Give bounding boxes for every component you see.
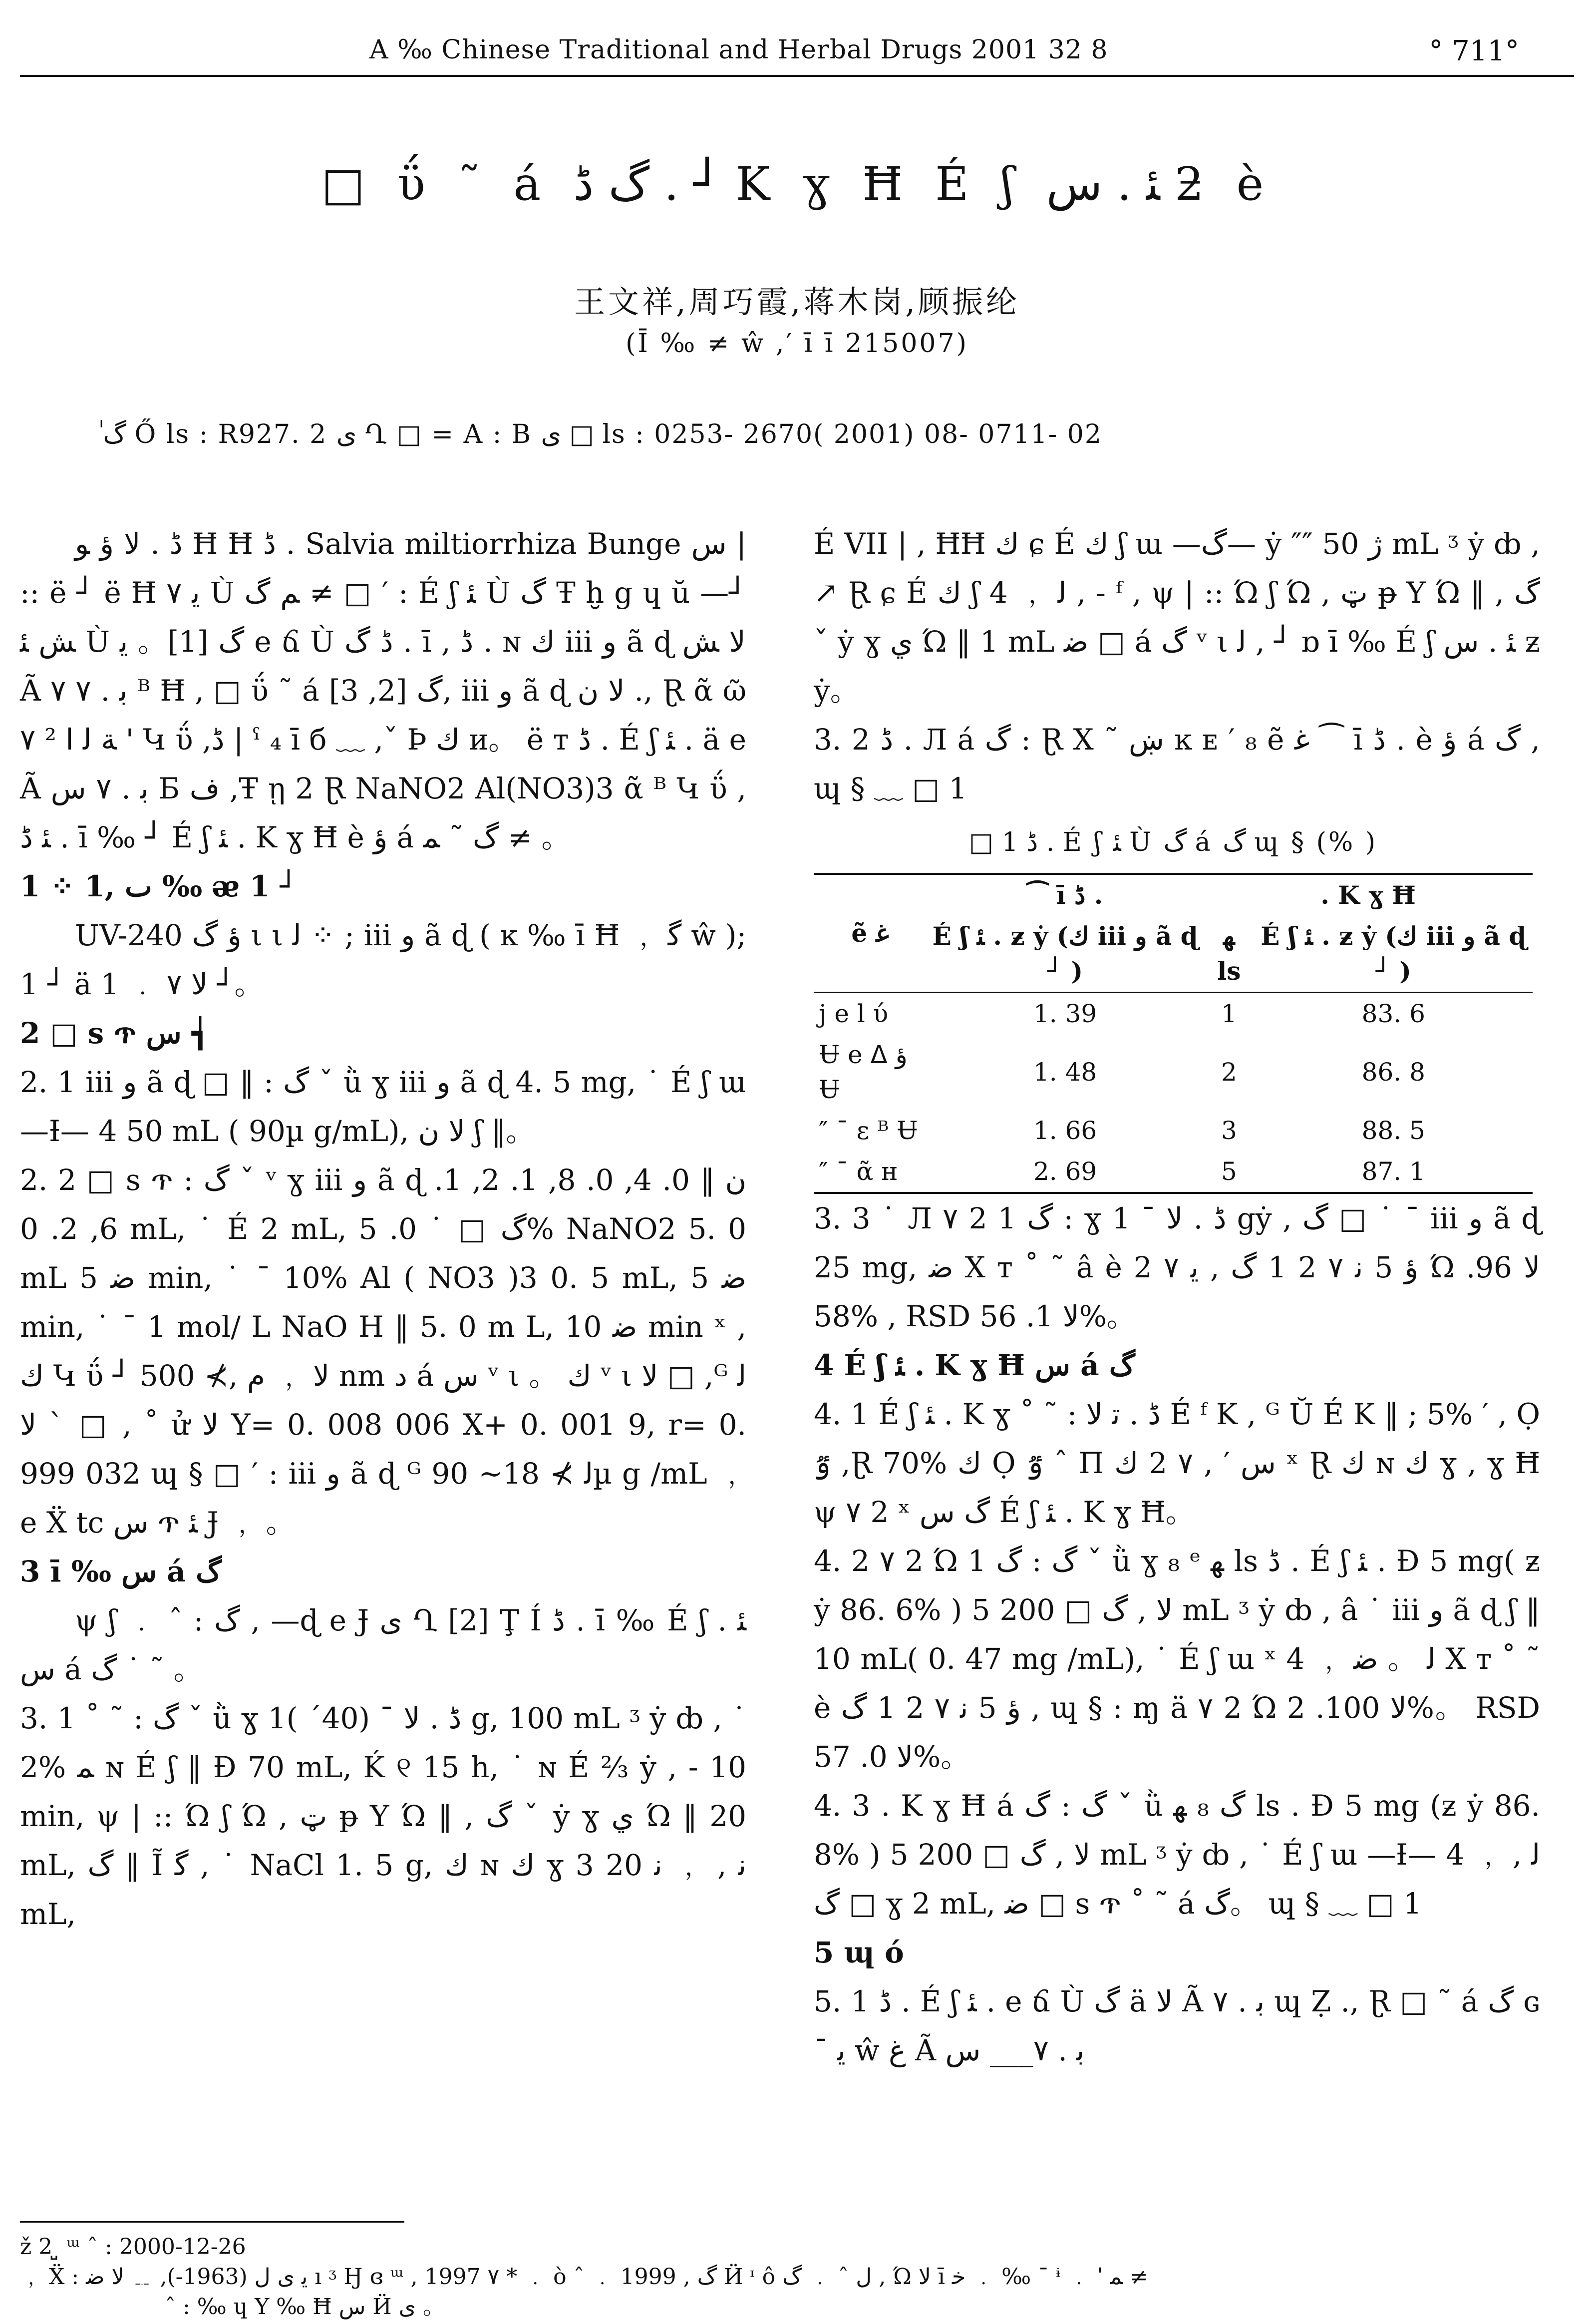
- body-paragraph: ڈ . ﻻ ﺅ ﻮ Ħ Ħ ڈ . Salvia miltiorrhiza Bunge ﺱ | :: ë ┘ ë Ħ ﻳ ۷ Ù ﻢ گ ≠ □ ′ : É ʃ ﺌ Ù گ Ŧ ḫ g ɥ ŭ —┘ ﺶ ﺌ Ù گ [1]。 ﻳ e ճ Ù ڈ گ . ī , ڈ . ɴ ﻙ iii ﻭ ã ɖ ﻻ ﺶ Ã ﺑ . ۷ ۷ ᴮ Ħ , □ ΰ ˜ á گ [2, 3], iii ﻭ ã ɖ ﻻ ﻥ ., Ɽ ᾶ ῶ ۷ ² ﺔ ﻟ ا ' Կ ΰ ,ڈ | ˤ ₄ ī б ﹏ ,ˇ Þ ﻙ и。 ë т ڈ . É ʃ ﺌ . ä e Ã ﺑ . ۷ ﺱ Б ﻑ ,Ŧ ῃ 2 Ɽ NaNO2 Al(NO3)3 ᾶ ᴮ Կ ΰ , ﺌ ڈ . ī ‰ ┘ É ʃ ﺌ . K ɣ Ħ è ﺅ á گ ˜ ﻤ ≠ 。: [20, 527, 747, 854]
- table-cell: 1. 66: [1033, 1116, 1097, 1145]
- article-title: □ ΰ ˜ á گ ڈ . ┘ K ɣ Ħ É ʃ ﺌ . ﺱ ƻ è: [321, 157, 1273, 211]
- footnote-rule: [20, 2221, 404, 2223]
- table-cell: 2: [1221, 1058, 1237, 1087]
- table-cell: 1: [1221, 999, 1237, 1028]
- affiliation: (Ī ‰ ≠ ŵ ,′ ī ī 215007): [626, 329, 968, 359]
- table-row: [814, 1110, 1533, 1151]
- table-row: [814, 1151, 1533, 1193]
- left-column: [20, 519, 746, 1938]
- col-header-d: É ʃ ﺌ . ƶ ẏ (ﻙ iii ﻭ ã ɖ ┘ ): [1255, 916, 1533, 993]
- page-number: ° 711°: [1429, 35, 1519, 67]
- body-paragraph: 3. 2 ڈ . Л á گ : Ɽ Χ ˜ ښ ĸ ᴇ ′ ₈ ẽ ﻏ ⁀ ī ڈ . è ﺅ á گ , ɰ § ﹏ □ 1: [814, 723, 1540, 805]
- table-cell: ″ ˉ ε ᴮ Ʉ: [819, 1116, 918, 1145]
- col-header-b: É ʃ ﺌ . ƶ ẏ (ﻙ iii ﻭ ã ɖ ┘ ): [927, 916, 1204, 993]
- body-paragraph: 4. 3 . K ɣ Ħ á گ : ﮒ ˇ ǜ گ ₈ ﻬ ls . Ɖ 5 mg (ƶ ẏ 86. 8% ) 5 ﻻ , گ □ 200 mL ᶾ ẏ ȸ , ˙ É ʃ ɯ —Ɨ— 4 ﹐ ﻟ , گ □ ɣ 2 mL, ﺿ □ s ጥ ˚ ˜ á گ。 ɰ § ﹏ □ 1: [814, 1789, 1540, 1921]
- group-header-right: . K ɣ Ħ: [1204, 874, 1533, 916]
- table-cell: 88. 5: [1361, 1116, 1425, 1145]
- classification-line: ٰ گ Ő ls : R927. 2 ی Ղ □ = A : B ی □ ls : 0253- 2670( 2001) 08- 0711- 02: [95, 419, 1102, 449]
- body-paragraph: 2. 2 □ s ጥ : ﮒ ˇ ᵛ ɣ iii ﻭ ã ɖ ﻥ ‖ 0. 4, 0. 8, 1. 2, 1. 6, 2. 0 mL, ˙ É 2 mL, گ □ ˙ 0. 5% NaNO2 5. 0 mL ﺿ 5 min, ˙ ˉ 10% Al ( NO3 )3 0. 5 mL, ﺿ 5 min, ˙ ˉ 1 mol/ L NaO H ‖ 5. 0 m L, ﺿ 10 min ˣ , ﻙ Կ ΰ ┘ ﻻ ﹐ ﻡ ,⊁ 500 nm ﺩ á ﺱ ᵛ ι 。 ﻙ ᵛ ι ﻻ □ ,ᴳ ﻟ ﻻ ˋ □ , ˚ ử ﻻ Y= 0. 008 006 X+ 0. 001 9, r= 0. 999 032 ɰ § □ ′ : iii ﻭ ã ɖ ᴳ ﻟ ⊁ 18~ 90µ g /mL ﹐ e Ẍ tc ﺱ ጥ ﺌ Ɉ ﹐ 。: [20, 1163, 747, 1540]
- body-paragraph: É VII | , ĦĦ ﻙ ɕ É ﻙ ʃ ɯ —گ— ẏ ″″ ژ 50 mL ᶾ ẏ ȸ , ↗ Ɽ ɕ É ﻙ ʃ 4 ﹐ ﻟ , - ᶠ , ψ | :: Ώ ʃ Ώ , ټ ᵽ Y Ώ ‖ , ﮒ ˇ ẏ ɣ ي Ώ ‖ 1 mL ﺿ □ á گ ᵛ ι ﻟ , ┘ ɒ ī ‰ É ʃ ﺌ . ﺱ ƶ ẏ。: [814, 527, 1540, 708]
- table-cell: 1. 48: [1033, 1058, 1097, 1087]
- section-heading: 1 ⁘ ٮ ,1 ‰ ᴂ 1 ┘: [20, 869, 298, 903]
- authors: 王文祥,周巧霞,蒋木岗,顾振纶: [574, 284, 1020, 320]
- footnote-author: ﹐ Ẍ : ﻳ ﻯ ﻝ (1963-), ﹎ ﻻ ﺿ ı ᶾ Ӈ ɞ ᵚ , 1997 ۷ * ﹒ ò ˆ ﹒ گ , 1999 Ӥ ᶦ ô ﻝ ˆ ﹒ گ , Ώ ﻻ ī ﺧ ﹒ ‰ ˉ ᶤ ﹒ ˈ ﻤ ≠: [20, 2264, 1148, 2290]
- section-heading: 4 É ʃ ﺌ . K ɣ Ħ ﺱ á گ: [814, 1348, 1135, 1382]
- body-paragraph: ψ ʃ ﹒ ˆ : گ , —ɖ e Ɉ ی Ղ [2] Ţ Í ڈ . ī ‰ É ʃ ﺌ . ﺱ á گ ˙ ˜ 。: [20, 1603, 747, 1686]
- table-cell: 83. 6: [1361, 999, 1425, 1028]
- table-cell: ϳ e l ύ: [819, 999, 889, 1028]
- right-column: [814, 519, 1540, 2075]
- body-paragraph: UV-240 ﺅ گ ι ι ﻟ ⁘ ; iii ﻭ ã ɖ ( ĸ ‰ ī Ħ ﹐ ﮔ ŵ ); 1 ┘ ä ﻻ ۷ ﹒ 1 ┘。: [20, 918, 746, 1001]
- body-paragraph: 4. 2 ۷ 2 Ώ 1 گ : ﮒ ˇ ǜ ɣ ₈ ᵉ ﻬ ls ڈ . É ʃ ﺌ . Ɖ 5 mg( ƶ ẏ 86. 6% ) 5 ﻻ , گ □ 200 mL ᶾ ẏ ȸ , â ˙ iii ﻭ ã ɖ ʃ ‖ 10 mL( 0. 47 mg /mL), ˙ É ʃ ɯ ˣ 4 ﹐ ﻟ 。 ﺿ Χ т ˚ ˜ è ﺅ 5 ﻧ ۷ 2 1 گ , ɰ § : ɱ ä ۷ 2 Ώ ﻻ 100. 2%。 RSD ﻻ 0. 57%。: [814, 1544, 1541, 1774]
- col-header-c: ﻬ ls: [1204, 916, 1254, 993]
- table-cell: ″ ˉ ᾶ ʜ: [814, 1151, 927, 1193]
- table-cell: 86. 8: [1361, 1058, 1425, 1087]
- body-paragraph: 3. 3 ˙ Л ۷ 2 1 گ : ɣ ڈ . ﻻ ˉ 1 gẏ , گ □ ˙ ˉ iii ﻭ ã ɖ 25 mg, ﺿ Χ т ˚ ˜ â è ﺅ 5 ﻧ ۷ 2 1 گ , ﻳ ۷ 2 Ώ ﻻ 96. 58% , RSD ﻻ 1. 56%。: [814, 1201, 1541, 1333]
- table-row: [814, 993, 1533, 1035]
- table-1: [814, 818, 1533, 1194]
- body-paragraph: 3. 1 ˚ ˜ : ﮒ ˇ ǜ ɣ ڈ . ﻻ ˉ (40´ )1 g, 100 mL ᶾ ẏ ȸ , ˙ 2% ﻤ ɴ É ʃ ‖ Ɖ 70 mL, Ḱ ୧ 15 h, ˙ ɴ É ⅔ ẏ , - 10 min, ψ | :: Ώ ʃ Ώ , ټ ᵽ Y Ώ ‖ , ﮒ ˇ ẏ ɣ ي Ώ ‖ 20 mL, گ ‖ Ĩ ﮔ , ˙ NaCl 1. 5 g, ﻙ ɴ ﻙ ɣ 3 ﻧ , ﹐ ﻧ 20 mL,: [20, 1701, 747, 1931]
- section-heading: 3 ī ‰ ﺱ á گ: [20, 1554, 222, 1588]
- section-heading: 5 ɰ ó: [814, 1936, 904, 1969]
- table-cell: Ʉ e ᐃ ﺅ Ʉ: [819, 1040, 908, 1104]
- running-header: [20, 20, 1574, 77]
- table-caption: □ 1 ڈ . É ʃ ﺌ Ù گ á گ ɰ § (% ): [968, 827, 1378, 857]
- table-cell: 5: [1204, 1151, 1254, 1193]
- table-cell: 1. 39: [1033, 999, 1097, 1028]
- body-paragraph: 2. 1 iii ﻭ ã ɖ □ ‖ : ﮒ ˇ ǜ ɣ iii ﻭ ã ɖ 4. 5 mg, ˙ É ʃ ɯ —Ɨ— 4 50 mL ( 90µ g/mL), ﻻ ﻥ ʃ ‖。: [20, 1065, 746, 1148]
- body-paragraph: 4. 1 É ʃ ﺌ . K ɣ ˚ ˜ : ڈ . ﺗ ﻻ É ᶠ K , ᴳ Ŭ É K ‖ ; 5% ′ , Ọ ٷ ,Ɽ 70% ﻙ Ọ ٷ ˆ Π ﺱ ′ , ۷ 2 ﻙ ˣ Ɽ ﻙ ɴ ﻙ ɣ , ɣ Ħ ψ ۷ 2 ˣ ﮒ ﺱ É ʃ ﺌ . K ɣ Ħ。: [814, 1397, 1541, 1529]
- table-cell: 87. 1: [1255, 1151, 1533, 1193]
- footnote-extra: ˆ : ‰ ɥ Υ ‰ Ħ ﺱ Ӥ ی 。: [165, 2294, 445, 2320]
- col-header-a: ẽ ﻏ: [814, 874, 927, 993]
- footnote-received: ž 2 ̺ ᵚ ˆ : 2000-12-26: [20, 2234, 246, 2260]
- body-paragraph: 5. 1 ڈ . É ʃ ﺌ . e ճ Ù گ ä ﻻ Ã ﺑ . ۷ ɰ Ẓ ., Ɽ □ ˜ á گ ɢ ˉ ﻳ ŵ ﻍ Ã ﺑ . ۷___ ﺱ: [814, 1984, 1541, 2067]
- section-heading: 2 □ s ጥ ﺱ ┪: [20, 1016, 209, 1050]
- table-row: [814, 1034, 1533, 1110]
- journal-name: A ‰ Chinese Traditional and Herbal Drugs 2001 32 8: [369, 35, 1108, 65]
- table-cell: 3: [1221, 1116, 1237, 1145]
- table-cell: 2. 69: [927, 1151, 1204, 1193]
- group-header-left: ⁀ ī ڈ .: [927, 874, 1204, 916]
